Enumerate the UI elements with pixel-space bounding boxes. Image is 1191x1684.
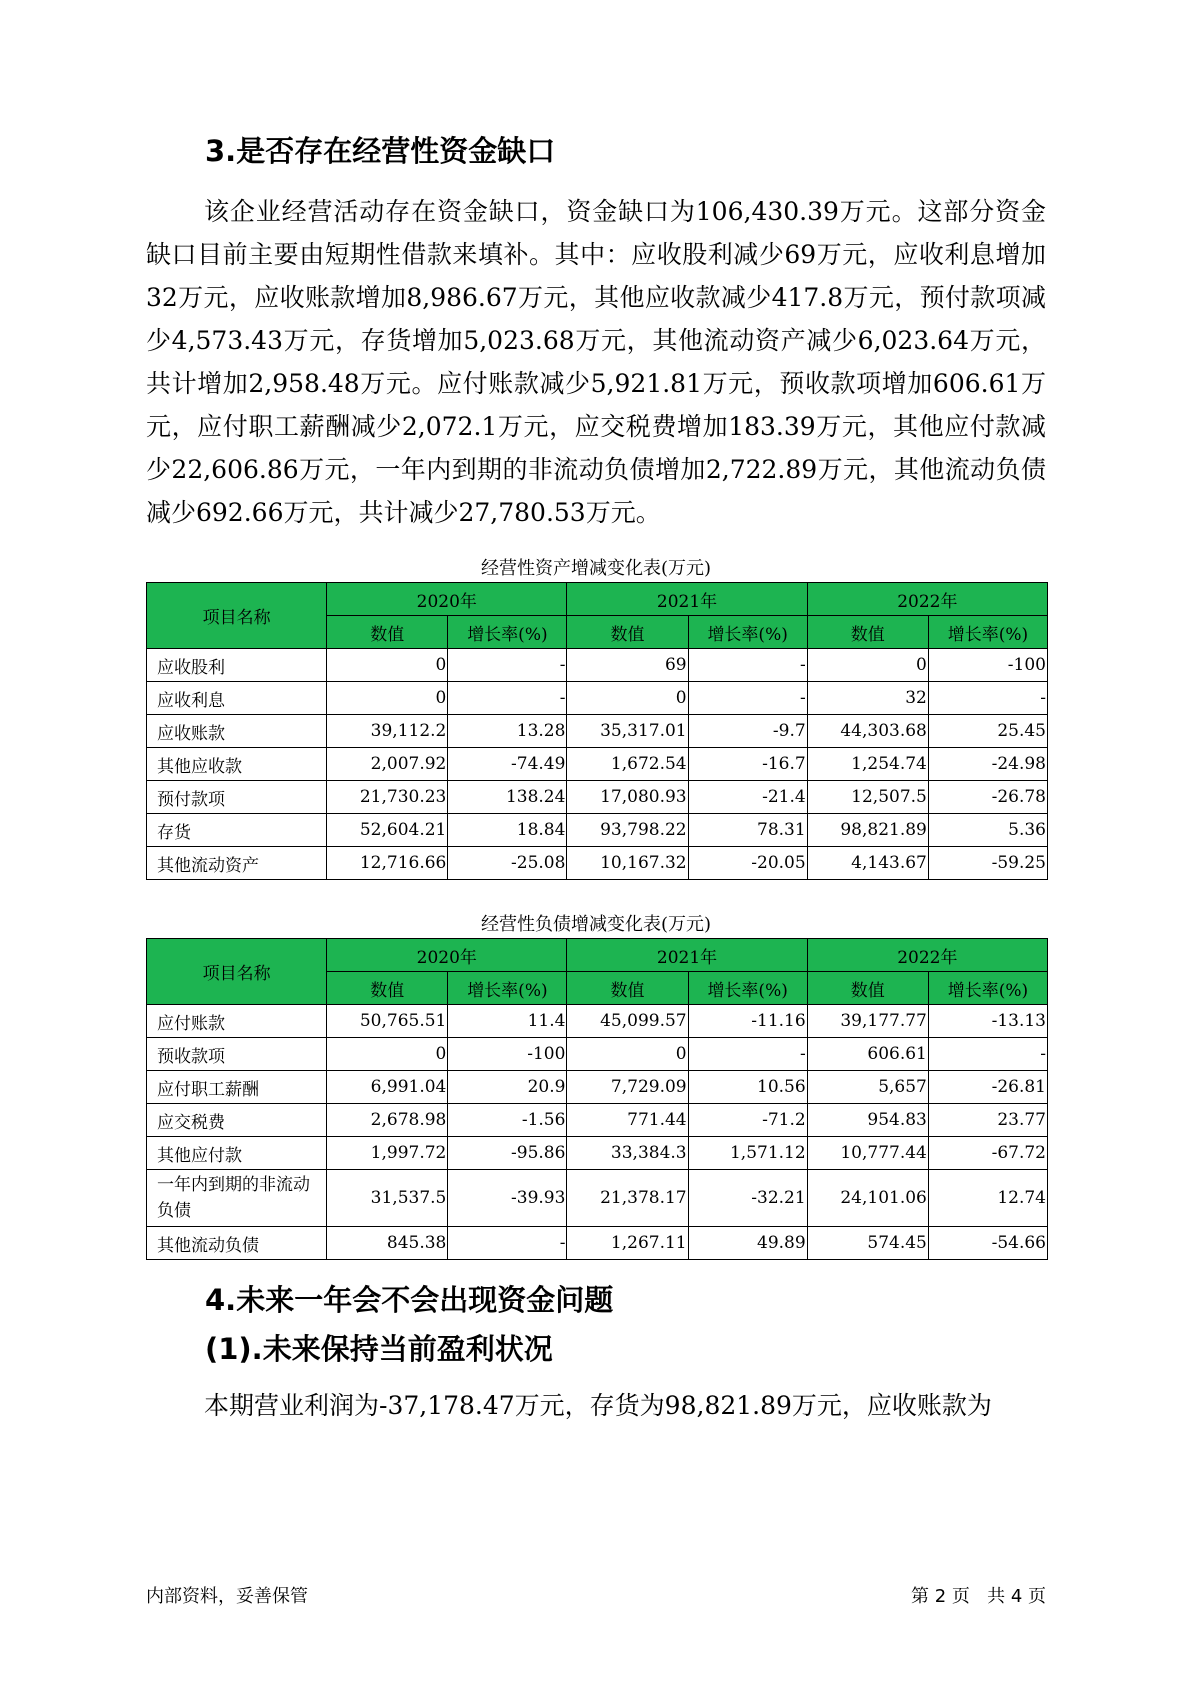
table-caption: 经营性负债增减变化表(万元) [480, 914, 712, 935]
growth-rate-cell: -71.2 [688, 1104, 807, 1137]
table-row [147, 1137, 1048, 1170]
growth-rate-cell: -59.25 [928, 847, 1047, 880]
row-label: 应收账款 [147, 715, 327, 748]
value-cell: 0 [327, 1038, 448, 1071]
table-row [147, 748, 1048, 781]
growth-rate-cell: -16.7 [688, 748, 807, 781]
growth-rate-cell: - [688, 682, 807, 715]
growth-rate-cell: -21.4 [688, 781, 807, 814]
table-row [147, 1227, 1048, 1260]
value-cell: 69 [567, 649, 688, 682]
value-cell: 2,678.98 [327, 1104, 448, 1137]
growth-rate-cell: -9.7 [688, 715, 807, 748]
value-cell: 12,716.66 [327, 847, 448, 880]
body-paragraph: 该企业经营活动存在资金缺口，资金缺口为106,430.39万元。这部分资金缺口目前主要由短期性借款来填补。其中：应收股利减少69万元，应收利息增加32万元，应收账款增加8,986.67万元，其他应收款减少417.8万元，预付款项减少4,573.43万元，存货增加5,023.68万元，其他流动资产减少6,023.64万元，共计增加2,958.48万元。应付账款减少5,921.81万元，预收款项增加606.61万元，应付职工薪酬减少2,072.1万元，应交税费增加183.39万元，其他应付款减少22,606.86万元，一年内到期的非流动负债增加2,722.89万元，其他流动负债减少692.66万元，共计减少27,780.53万元。 [146, 197, 1046, 527]
value-cell: 24,101.06 [807, 1170, 928, 1227]
value-cell: 39,112.2 [327, 715, 448, 748]
value-cell: 17,080.93 [567, 781, 688, 814]
growth-rate-cell: - [688, 1038, 807, 1071]
table-row [147, 1005, 1048, 1038]
value-cell: 45,099.57 [567, 1005, 688, 1038]
row-label: 应付职工薪酬 [147, 1071, 327, 1104]
growth-rate-cell: -24.98 [928, 748, 1047, 781]
row-label: 应收股利 [147, 649, 327, 682]
row-label: 存货 [147, 814, 327, 847]
value-cell: 5,657 [807, 1071, 928, 1104]
value-cell: 32 [807, 682, 928, 715]
growth-rate-cell: 78.31 [688, 814, 807, 847]
value-cell: 606.61 [807, 1038, 928, 1071]
value-cell: 7,729.09 [567, 1071, 688, 1104]
value-cell: 574.45 [807, 1227, 928, 1260]
footer-note: 内部资料，妥善保管 [146, 1586, 308, 1607]
table-body [147, 649, 1048, 880]
value-cell: 12,507.5 [807, 781, 928, 814]
growth-rate-cell: -20.05 [688, 847, 807, 880]
growth-rate-cell: - [448, 649, 567, 682]
growth-rate-cell: 10.56 [688, 1071, 807, 1104]
table-row [147, 847, 1048, 880]
section-heading: 3.是否存在经营性资金缺口 [205, 134, 556, 168]
value-cell: 0 [327, 682, 448, 715]
value-cell: 0 [327, 649, 448, 682]
value-cell: 10,777.44 [807, 1137, 928, 1170]
column-header-year: 2021年 [567, 939, 807, 972]
value-cell: 771.44 [567, 1104, 688, 1137]
subsection-heading: (1).未来保持当前盈利状况 [205, 1332, 553, 1366]
column-header-value: 数值 [567, 616, 688, 649]
table-row [147, 682, 1048, 715]
row-label: 其他应收款 [147, 748, 327, 781]
value-cell: 0 [567, 682, 688, 715]
row-label: 其他应付款 [147, 1137, 327, 1170]
growth-rate-cell: -39.93 [448, 1170, 567, 1227]
value-cell: 21,378.17 [567, 1170, 688, 1227]
growth-rate-cell: -100 [448, 1038, 567, 1071]
table-row [147, 1104, 1048, 1137]
column-header-year: 2022年 [807, 583, 1047, 616]
value-cell: 1,254.74 [807, 748, 928, 781]
column-header-rate: 增长率(%) [448, 972, 567, 1005]
growth-rate-cell: - [688, 649, 807, 682]
body-paragraph: 本期营业利润为-37,178.47万元，存货为98,821.89万元，应收账款为 [204, 1391, 992, 1420]
row-label: 其他流动负债 [147, 1227, 327, 1260]
growth-rate-cell: 25.45 [928, 715, 1047, 748]
value-cell: 35,317.01 [567, 715, 688, 748]
table-row [147, 814, 1048, 847]
row-label: 应收利息 [147, 682, 327, 715]
assets-change-table [146, 582, 1048, 880]
table-row [147, 1071, 1048, 1104]
column-header-item: 项目名称 [147, 939, 327, 1005]
growth-rate-cell: -1.56 [448, 1104, 567, 1137]
value-cell: 44,303.68 [807, 715, 928, 748]
growth-rate-cell: - [928, 682, 1047, 715]
value-cell: 954.83 [807, 1104, 928, 1137]
growth-rate-cell: -32.21 [688, 1170, 807, 1227]
growth-rate-cell: 1,571.12 [688, 1137, 807, 1170]
growth-rate-cell: 18.84 [448, 814, 567, 847]
column-header-value: 数值 [567, 972, 688, 1005]
value-cell: 10,167.32 [567, 847, 688, 880]
value-cell: 39,177.77 [807, 1005, 928, 1038]
section-heading: 4.未来一年会不会出现资金问题 [205, 1283, 614, 1317]
column-header-value: 数值 [807, 616, 928, 649]
growth-rate-cell: -26.81 [928, 1071, 1047, 1104]
value-cell: 6,991.04 [327, 1071, 448, 1104]
growth-rate-cell: - [448, 682, 567, 715]
table-row [147, 649, 1048, 682]
table-caption: 经营性资产增减变化表(万元) [480, 558, 712, 579]
row-label: 预收款项 [147, 1038, 327, 1071]
growth-rate-cell: 11.4 [448, 1005, 567, 1038]
value-cell: 1,672.54 [567, 748, 688, 781]
value-cell: 50,765.51 [327, 1005, 448, 1038]
growth-rate-cell: -13.13 [928, 1005, 1047, 1038]
liabilities-change-table [146, 938, 1048, 1260]
growth-rate-cell: - [448, 1227, 567, 1260]
column-header-item: 项目名称 [147, 583, 327, 649]
growth-rate-cell: -25.08 [448, 847, 567, 880]
column-header-rate: 增长率(%) [928, 972, 1047, 1005]
row-label: 一年内到期的非流动负债 [147, 1170, 327, 1227]
value-cell: 21,730.23 [327, 781, 448, 814]
table-body [147, 1005, 1048, 1260]
growth-rate-cell: 5.36 [928, 814, 1047, 847]
table-row [147, 715, 1048, 748]
row-label: 应付账款 [147, 1005, 327, 1038]
row-label: 预付款项 [147, 781, 327, 814]
growth-rate-cell: - [928, 1038, 1047, 1071]
column-header-year: 2020年 [327, 939, 567, 972]
column-header-rate: 增长率(%) [688, 972, 807, 1005]
value-cell: 98,821.89 [807, 814, 928, 847]
column-header-rate: 增长率(%) [688, 616, 807, 649]
growth-rate-cell: -67.72 [928, 1137, 1047, 1170]
page-number: 第 2 页 共 4 页 [911, 1586, 1046, 1607]
column-header-rate: 增长率(%) [928, 616, 1047, 649]
column-header-value: 数值 [327, 972, 448, 1005]
value-cell: 845.38 [327, 1227, 448, 1260]
value-cell: 0 [807, 649, 928, 682]
value-cell: 93,798.22 [567, 814, 688, 847]
table-row [147, 1170, 1048, 1227]
row-label: 其他流动资产 [147, 847, 327, 880]
column-header-rate: 增长率(%) [448, 616, 567, 649]
column-header-value: 数值 [327, 616, 448, 649]
growth-rate-cell: -100 [928, 649, 1047, 682]
column-header-year: 2021年 [567, 583, 807, 616]
table-row [147, 781, 1048, 814]
growth-rate-cell: -74.49 [448, 748, 567, 781]
value-cell: 1,997.72 [327, 1137, 448, 1170]
value-cell: 33,384.3 [567, 1137, 688, 1170]
growth-rate-cell: 13.28 [448, 715, 567, 748]
value-cell: 2,007.92 [327, 748, 448, 781]
value-cell: 0 [567, 1038, 688, 1071]
growth-rate-cell: -95.86 [448, 1137, 567, 1170]
growth-rate-cell: 138.24 [448, 781, 567, 814]
row-label: 应交税费 [147, 1104, 327, 1137]
column-header-year: 2022年 [807, 939, 1047, 972]
value-cell: 1,267.11 [567, 1227, 688, 1260]
column-header-value: 数值 [807, 972, 928, 1005]
column-header-year: 2020年 [327, 583, 567, 616]
value-cell: 52,604.21 [327, 814, 448, 847]
growth-rate-cell: -26.78 [928, 781, 1047, 814]
growth-rate-cell: 23.77 [928, 1104, 1047, 1137]
growth-rate-cell: 20.9 [448, 1071, 567, 1104]
growth-rate-cell: 12.74 [928, 1170, 1047, 1227]
growth-rate-cell: 49.89 [688, 1227, 807, 1260]
value-cell: 31,537.5 [327, 1170, 448, 1227]
value-cell: 4,143.67 [807, 847, 928, 880]
growth-rate-cell: -11.16 [688, 1005, 807, 1038]
growth-rate-cell: -54.66 [928, 1227, 1047, 1260]
table-row [147, 1038, 1048, 1071]
